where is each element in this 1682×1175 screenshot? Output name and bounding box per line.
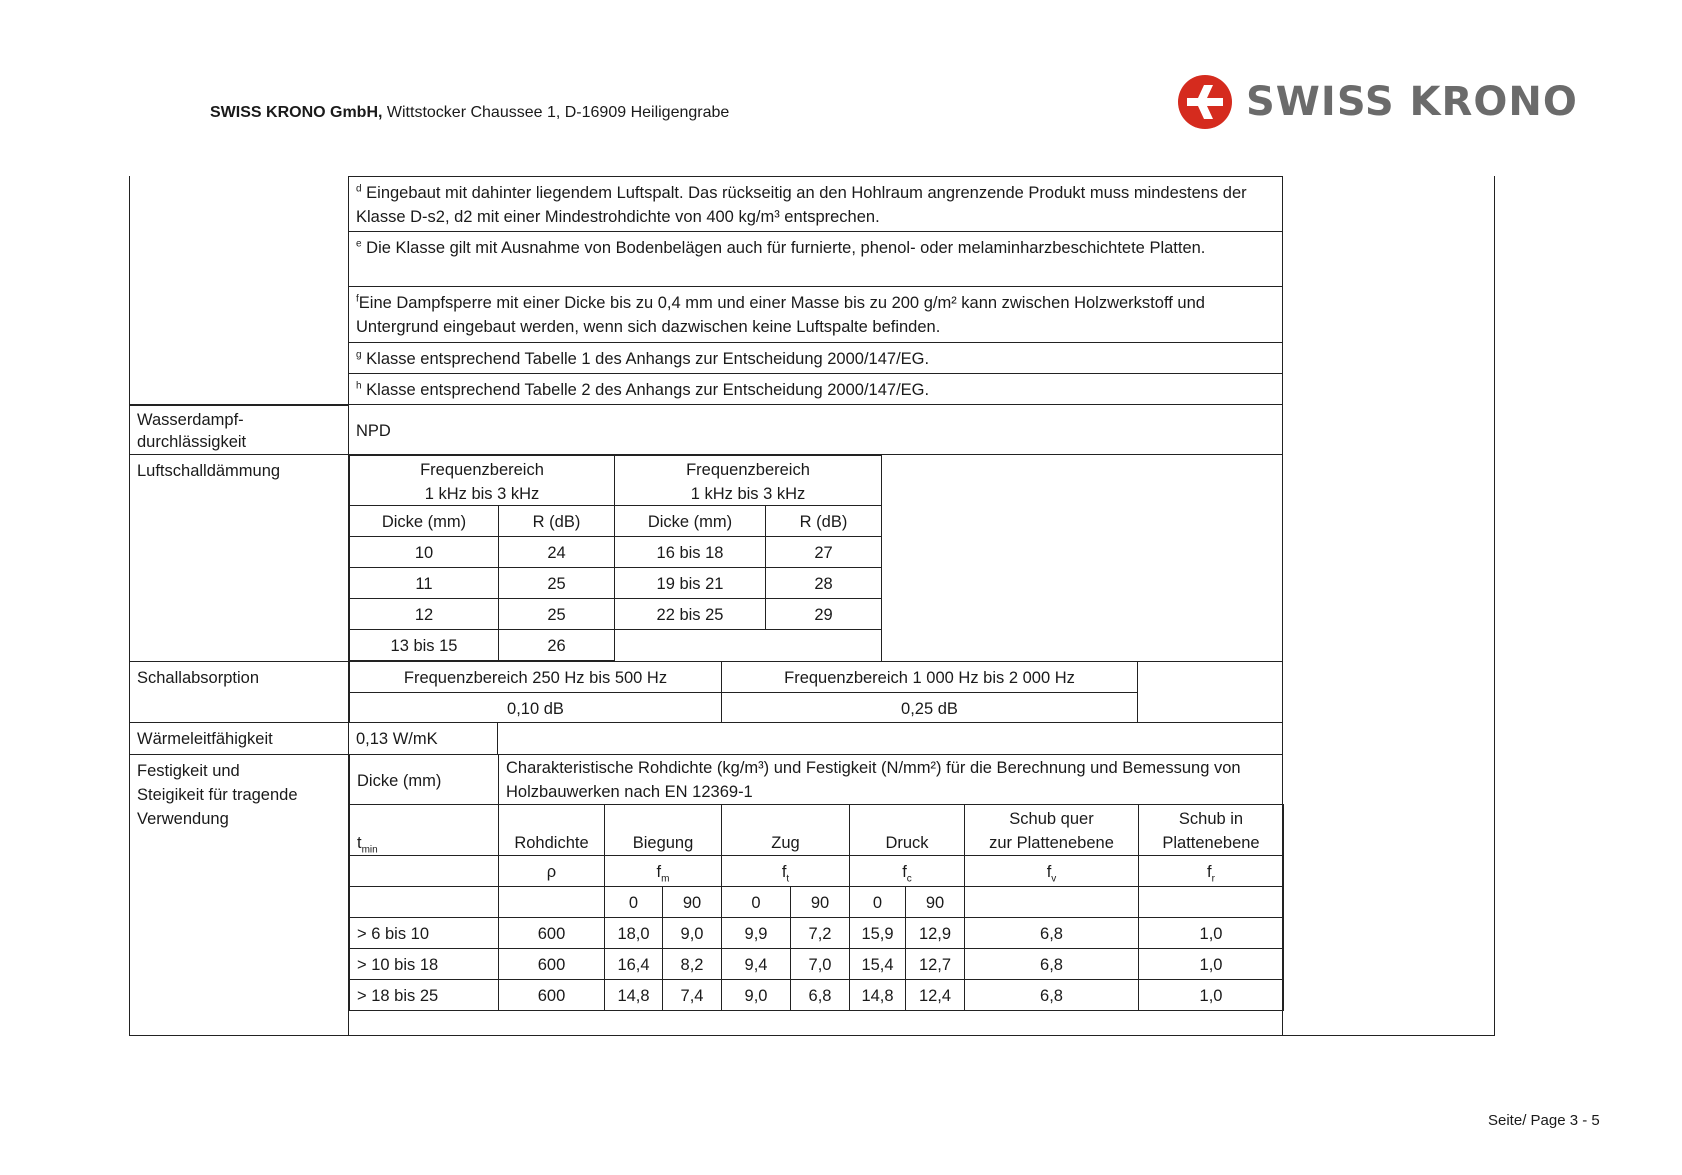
fs-row-value: 6,8	[964, 948, 1139, 980]
fs-ft: $f_t$	[721, 855, 850, 887]
ls-right-dicke: 19 bis 21	[614, 567, 766, 599]
fs-row-value: 9,9	[721, 917, 791, 949]
ls-left-dicke: 13 bis 15	[349, 629, 499, 661]
footnote-h: $^h$ Klasse entsprechend Tabelle 2 des Anhangs zur Entscheidung 2000/147/EG.	[348, 373, 1283, 405]
fs-angle-0: 0	[721, 886, 791, 918]
fs-angle-empty-3	[964, 886, 1139, 918]
ls-right-dicke: 22 bis 25	[614, 598, 766, 630]
fs-row-value: 600	[498, 948, 605, 980]
fs-row-value: 9,0	[662, 917, 722, 949]
label-waerme: Wärmeleitfähigkeit	[129, 722, 349, 755]
fs-druck-header: Druck	[849, 804, 965, 856]
fs-row-value: 9,0	[721, 979, 791, 1011]
company-name: SWISS KRONO GmbH,	[210, 104, 383, 121]
luftschall-freq2: Frequenzbereich 1 kHz bis 3 kHz	[614, 455, 882, 506]
fs-row-value: 6,8	[964, 917, 1139, 949]
footnote-d: $^d$ Eingebaut mit dahinter liegendem Luftspalt. Das rückseitig an den Hohlraum angrenzende Produkt muss mindestens der Klasse D-s2, d2 mit einer Mindestrohdichte von 400 kg/m³ entsprechen.	[348, 176, 1283, 232]
fs-row-value: 12,7	[905, 948, 965, 980]
ls-right-r: 29	[765, 598, 882, 630]
fs-rohdichte-header: Rohdichte	[498, 804, 605, 856]
fs-row-value: 1,0	[1138, 948, 1284, 980]
fs-angle-90: 90	[790, 886, 850, 918]
label-wasserdampf: Wasserdampf- durchlässigkeit	[129, 404, 349, 455]
festigkeit-description: Charakteristische Rohdichte (kg/m³) und Festigkeit (N/mm²) für die Berechnung und Bemessung von Holzbauwerken nach EN 12369-1	[498, 754, 1283, 805]
footnote-label-cell	[129, 176, 349, 406]
fs-row-value: 16,4	[604, 948, 663, 980]
fs-schub-in-header: Schub in Plattenebene	[1138, 804, 1284, 856]
schall-header-1: Frequenzbereich 250 Hz bis 500 Hz	[349, 661, 722, 693]
logo-cross-icon	[1178, 75, 1232, 129]
fs-row-value: 6,8	[964, 979, 1139, 1011]
ls-col-r-2: R (dB)	[765, 505, 882, 537]
fs-row-value: 14,8	[604, 979, 663, 1011]
schall-header-2: Frequenzbereich 1 000 Hz bis 2 000 Hz	[721, 661, 1138, 693]
value-wasserdampf: NPD	[348, 404, 1283, 455]
logo	[1178, 74, 1578, 130]
ls-left-dicke: 11	[349, 567, 499, 599]
fs-fc: $f_c$	[849, 855, 965, 887]
ls-empty-cell	[614, 629, 882, 662]
fs-row-value: 7,4	[662, 979, 722, 1011]
fs-angle-empty-4	[1138, 886, 1284, 918]
fs-angle-empty-2	[498, 886, 605, 918]
fs-row-value: 14,8	[849, 979, 906, 1011]
fs-row-value: 7,2	[790, 917, 850, 949]
fs-row-dicke: > 18 bis 25	[349, 979, 499, 1011]
fs-row-value: 15,9	[849, 917, 906, 949]
logo-text: SWISS KRONO	[1246, 79, 1578, 125]
fs-row-dicke: > 10 bis 18	[349, 948, 499, 980]
fs-schub-quer-header: Schub quer zur Plattenebene	[964, 804, 1139, 856]
fs-symbol-empty	[349, 855, 499, 887]
fs-fv: $f_v$	[964, 855, 1139, 887]
ls-right-dicke: 16 bis 18	[614, 536, 766, 568]
value-waerme: 0,13 W/mK	[348, 722, 498, 755]
festigkeit-dicke-header: Dicke (mm)	[349, 754, 499, 805]
ls-left-r: 25	[498, 598, 615, 630]
fs-angle-empty-1	[349, 886, 499, 918]
address-text: Wittstocker Chaussee 1, D-16909 Heiligengrabe	[382, 104, 730, 121]
footnote-f: $^f$Eine Dampfsperre mit einer Dicke bis zu 0,4 mm und einer Masse bis zu 200 g/m² kann zwischen Holzwerkstoff und Untergrund eingebaut werden, wenn sich dazwischen keine Luftspalte befinden.	[348, 286, 1283, 343]
label-festigkeit: Festigkeit und Steigikeit für tragende Verwendung	[129, 754, 349, 1036]
ls-left-r: 25	[498, 567, 615, 599]
fs-angle-0: 0	[849, 886, 906, 918]
ls-col-dicke-2: Dicke (mm)	[614, 505, 766, 537]
fs-row-value: 7,0	[790, 948, 850, 980]
footnote-e: $^e$ Die Klasse gilt mit Ausnahme von Bodenbelägen auch für furnierte, phenol- oder melaminharzbeschichtete Platten.	[348, 231, 1283, 287]
fs-angle-0: 0	[604, 886, 663, 918]
fs-angle-90: 90	[662, 886, 722, 918]
luftschall-freq1: Frequenzbereich 1 kHz bis 3 kHz	[349, 455, 615, 506]
fs-row-value: 18,0	[604, 917, 663, 949]
fs-fr: $f_r$	[1138, 855, 1284, 887]
fs-row-value: 6,8	[790, 979, 850, 1011]
footnote-g: $^g$ Klasse entsprechend Tabelle 1 des Anhangs zur Entscheidung 2000/147/EG.	[348, 342, 1283, 374]
ls-left-dicke: 10	[349, 536, 499, 568]
fs-row-value: 1,0	[1138, 979, 1284, 1011]
ls-right-r: 27	[765, 536, 882, 568]
fs-biegung-header: Biegung	[604, 804, 722, 856]
waerme-empty-cell	[497, 722, 1283, 755]
fs-row-value: 12,9	[905, 917, 965, 949]
fs-fm: $f_m$	[604, 855, 722, 887]
fs-row-dicke: > 6 bis 10	[349, 917, 499, 949]
ls-left-r: 26	[498, 629, 615, 661]
fs-tmin-header: $t_{min}$	[349, 804, 499, 856]
ls-col-dicke-1: Dicke (mm)	[349, 505, 499, 537]
ls-col-r-1: R (dB)	[498, 505, 615, 537]
fs-angle-90: 90	[905, 886, 965, 918]
fs-row-value: 600	[498, 979, 605, 1011]
label-schallabsorption: Schallabsorption	[129, 661, 349, 723]
fs-zug-header: Zug	[721, 804, 850, 856]
ls-right-r: 28	[765, 567, 882, 599]
company-address	[210, 104, 729, 122]
fs-row-value: 9,4	[721, 948, 791, 980]
ls-left-dicke: 12	[349, 598, 499, 630]
fs-row-value: 600	[498, 917, 605, 949]
fs-row-value: 1,0	[1138, 917, 1284, 949]
ls-left-r: 24	[498, 536, 615, 568]
label-luftschall: Luftschalldämmung	[129, 454, 349, 662]
schall-value-1: 0,10 dB	[349, 692, 722, 723]
page-number: Seite/ Page 3 - 5	[1488, 1112, 1600, 1129]
fs-rho: ρ	[498, 855, 605, 887]
schall-value-2: 0,25 dB	[721, 692, 1138, 723]
fs-row-value: 12,4	[905, 979, 965, 1011]
fs-row-value: 8,2	[662, 948, 722, 980]
fs-row-value: 15,4	[849, 948, 906, 980]
